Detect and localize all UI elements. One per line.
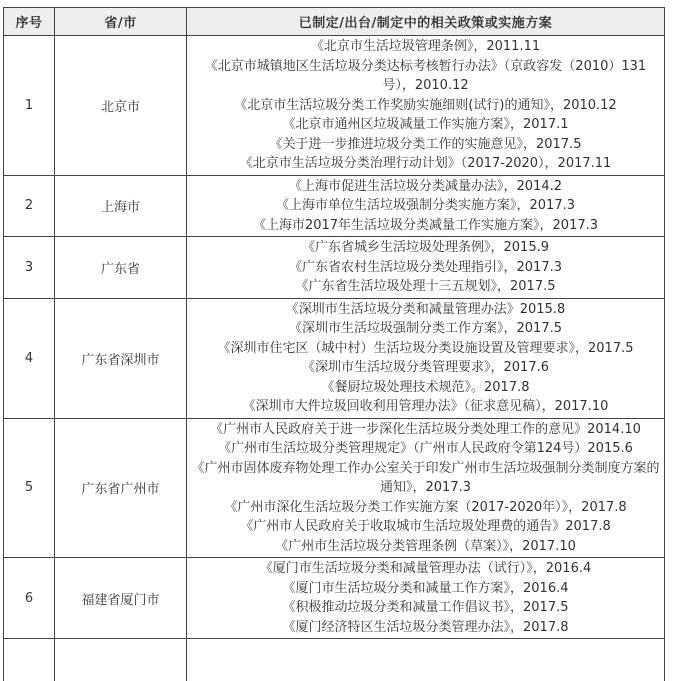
policy-line: 《北京市生活垃圾分类治理行动计划》（2017-2020），2017.11	[191, 154, 660, 174]
policy-line: 《厦门市生活垃圾分类和减量管理办法（试行）》，2016.4	[191, 559, 660, 579]
policy-line: 《厦门经济特区生活垃圾分类管理办法》，2017.8	[191, 618, 660, 638]
region-cell: 北京市	[55, 36, 187, 176]
policy-line: 《餐厨垃圾处理技术规范》。2017.8	[191, 378, 660, 398]
row-number-cell: 5	[4, 418, 55, 558]
policy-line: 《广州市深化生活垃圾分类工作实施方案（2017-2020年）》，2017.8	[191, 498, 660, 518]
table-row	[4, 36, 665, 176]
table-header	[4, 8, 665, 36]
policy-line: 《广州市固体废弃物处理工作办公室关于印发广州市生活垃圾强制分类制度方案的通知》，2017.3	[191, 459, 660, 498]
region-cell: 广东省深圳市	[55, 298, 187, 418]
row-number-cell: 1	[4, 36, 55, 176]
policies-cell	[187, 558, 665, 639]
policy-line: 《深圳市生活垃圾强制分类工作方案》，2017.5	[191, 319, 660, 339]
policy-line: 《北京市生活垃圾分类工作奖励实施细则(试行)的通知》，2010.12	[191, 96, 660, 116]
policies-cell	[187, 298, 665, 418]
policies-cell	[187, 418, 665, 558]
policy-line: 《北京市通州区垃圾减量工作实施方案》，2017.1	[191, 115, 660, 135]
policy-line: 《广东省农村生活垃圾分类处理指引》，2017.3	[191, 258, 660, 278]
row-number-cell: 3	[4, 237, 55, 299]
region-cell: 上海市	[55, 175, 187, 237]
row-number-cell: 4	[4, 298, 55, 418]
header-cell-region: 省/市	[55, 8, 187, 36]
policy-line: 《广东省生活垃圾处理十三五规划》，2017.5	[191, 277, 660, 297]
row-number-cell: 2	[4, 175, 55, 237]
policy-line: 《广州市生活垃圾分类管理规定》（广州市人民政府令第124号）2015.6	[191, 439, 660, 459]
policy-line: 《深圳市大件垃圾回收利用管理办法》（征求意见稿），2017.10	[191, 397, 660, 417]
policy-line: 《上海市单位生活垃圾强制分类实施方案》，2017.3	[191, 196, 660, 216]
policy-line: 《深圳市生活垃圾分类管理要求》，2017.6	[191, 358, 660, 378]
row-number-cell: 6	[4, 558, 55, 639]
policy-table	[3, 7, 665, 681]
policy-line: 《北京市生活垃圾管理条例》，2011.11	[191, 37, 660, 57]
policy-line: 《上海市2017年生活垃圾分类减量工作实施方案》，2017.3	[191, 216, 660, 236]
table-row	[4, 237, 665, 299]
policy-line: 《关于进一步推进垃圾分类工作的实施意见》，2017.5	[191, 135, 660, 155]
table-body	[4, 36, 665, 681]
header-cell-number: 序号	[4, 8, 55, 36]
policy-line: 《积极推动垃圾分类和减量工作倡议书》，2017.5	[191, 598, 660, 618]
region-cell: 福建省厦门市	[55, 558, 187, 639]
policy-line: 《广东省城乡生活垃圾处理条例》，2015.9	[191, 238, 660, 258]
policy-line: 《深圳市生活垃圾分类和减量管理办法》2015.8	[191, 300, 660, 320]
table-row-partial	[4, 639, 665, 681]
policies-cell	[187, 36, 665, 176]
table-row	[4, 558, 665, 639]
policy-line: 《广州市人民政府关于进一步深化生活垃圾分类处理工作的意见》2014.10	[191, 420, 660, 440]
table-row	[4, 298, 665, 418]
policy-line: 《北京市城镇地区生活垃圾分类达标考核暂行办法》（京政容发（2010）131号），2010.12	[191, 57, 660, 96]
policy-line: 《广州市人民政府关于收取城市生活垃圾处理费的通告》2017.8	[191, 517, 660, 537]
policy-line: 《厦门市生活垃圾分类和减量工作方案》，2016.4	[191, 579, 660, 599]
empty-cell	[55, 639, 187, 681]
policies-cell	[187, 175, 665, 237]
empty-cell	[187, 639, 665, 681]
policy-line: 《上海市促进生活垃圾分类减量办法》，2014.2	[191, 177, 660, 197]
policies-cell	[187, 237, 665, 299]
header-row	[4, 8, 665, 36]
policy-table-page	[0, 7, 674, 628]
policy-line: 《广州市生活垃圾分类管理条例（草案）》，2017.10	[191, 537, 660, 557]
region-cell: 广东省	[55, 237, 187, 299]
policy-line: 《深圳市住宅区（城中村）生活垃圾分类设施设置及管理要求》，2017.5	[191, 339, 660, 359]
table-row	[4, 175, 665, 237]
empty-cell	[4, 639, 55, 681]
header-cell-policies: 已制定/出台/制定中的相关政策或实施方案	[187, 8, 665, 36]
table-row	[4, 418, 665, 558]
region-cell: 广东省广州市	[55, 418, 187, 558]
